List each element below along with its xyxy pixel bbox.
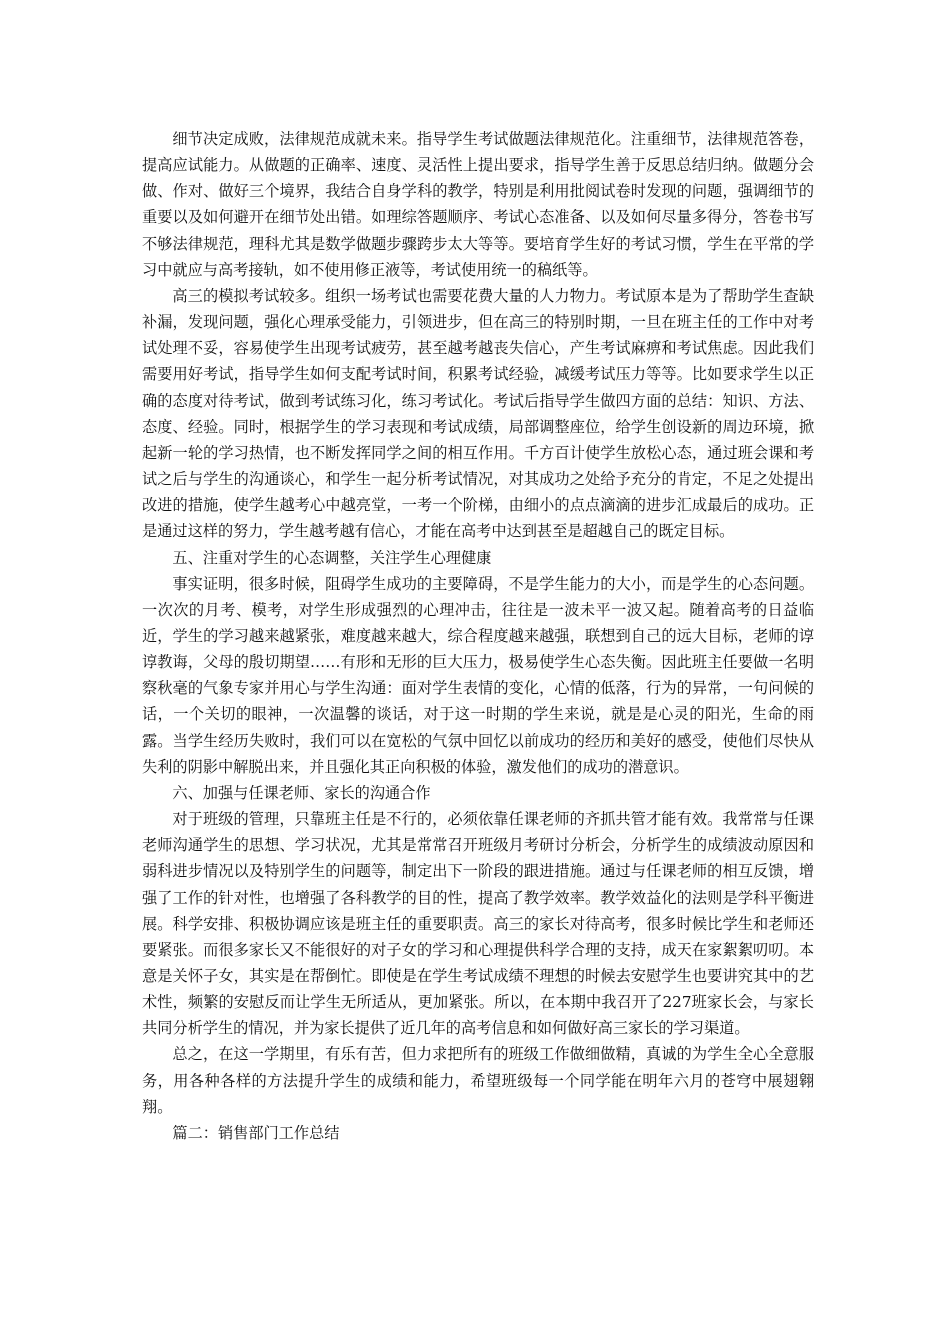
section-heading-mindset: 五、注重对学生的心态调整，关注学生心理健康 bbox=[172, 548, 492, 567]
paragraph-mindset: 事实证明，很多时候，阻碍学生成功的主要障碍，不是学生能力的大小，而是学生的心态问题。一次次的月考、模考，对学生形成强烈的心理冲击，往往是一波未平一波又起。随着高考的日益临近，学生的学习越来越紧张，难度越来越大，综合程度越来越强，联想到自己的远大目标，老师的谆谆教诲，父母的殷切期望……有形和无形的巨大压力，极易使学生心态失衡。因此班主任要做一名明察秋毫的气象专家并用心与学生沟通：面对学生表情的变化，心情的低落，行为的异常，一句问候的话，一个关切的眼神，一次温馨的谈话，对于这一时期的学生来说，就是是心灵的阳光，生命的雨露。当学生经历失败时，我们可以在宽松的气氛中回忆以前成功的经历和美好的感受，使他们尽快从失利的阴影中解脱出来，并且强化其正向积极的体验，激发他们的成功的潜意识。 bbox=[142, 574, 814, 776]
paragraph-conclusion: 总之，在这一学期里，有乐有苦，但力求把所有的班级工作做细做精，真诚的为学生全心全意服务，用各种各样的方法提升学生的成绩和能力，希望班级每一个同学能在明年六月的苍穹中展翅翱翔。 bbox=[142, 1045, 814, 1116]
part-two-title: 篇二：销售部门工作总结 bbox=[172, 1123, 340, 1142]
section-heading-cooperation: 六、加强与任课老师、家长的沟通合作 bbox=[172, 783, 431, 802]
paragraph-details-exam-norms: 细节决定成败，法律规范成就未来。指导学生考试做题法律规范化。注重细节，法律规范答卷，提高应试能力。从做题的正确率、速度、灵活性上提出要求，指导学生善于反思总结归纳。做题分会做、作对、做好三个境界，我结合自身学科的教学，特别是利用批阅试卷时发现的问题，强调细节的重要以及如何避开在细节处出错。如理综答题顺序、考试心态准备、以及如何尽量多得分，答卷书写不够法律规范，理科尤其是数学做题步骤跨步太大等等。要培育学生好的考试习惯，学生在平常的学习中就应与高考接轨，如不使用修正液等，考试使用统一的稿纸等。 bbox=[142, 130, 814, 279]
paragraph-cooperation: 对于班级的管理，只靠班主任是不行的，必须依靠任课老师的齐抓共管才能有效。我常常与任课老师沟通学生的思想、学习状况，尤其是常常召开班级月考研讨分析会，分析学生的成绩波动原因和弱科进步情况以及特别学生的问题等，制定出下一阶段的跟进措施。通过与任课老师的相互反馈，增强了工作的针对性，也增强了各科教学的目的性，提高了教学效率。教学效益化的法则是学科平衡进展。科学安排、积极协调应该是班主任的重要职责。高三的家长对待高考，很多时候比学生和老师还要紧张。而很多家长又不能很好的对子女的学习和心理提供科学合理的支持，成天在家絮絮叨叨。本意是关怀子女，其实是在帮倒忙。即使是在学生考试成绩不理想的时候去安慰学生也要讲究其中的艺术性，频繁的安慰反而让学生无所适从，更加紧张。所以，在本期中我召开了227班家长会，与家长共同分析学生的情况，并为家长提供了近几年的高考信息和如何做好高三家长的学习渠道。 bbox=[142, 810, 814, 1038]
document-page bbox=[142, 126, 814, 1146]
paragraph-mock-exams: 高三的模拟考试较多。组织一场考试也需要花费大量的人力物力。考试原本是为了帮助学生查缺补漏，发现问题，强化心理承受能力，引领进步，但在高三的特别时期，一旦在班主任的工作中对考试处理不妥，容易使学生出现考试疲劳，甚至越考越丧失信心，产生考试麻痹和考试焦虑。因此我们需要用好考试，指导学生如何支配考试时间，积累考试经验，减缓考试压力等等。比如要求学生以正确的态度对待考试，做到考试练习化，练习考试化。考试后指导学生做四方面的总结：知识、方法、态度、经验。同时，根据学生的学习表现和考试成绩，局部调整座位，给学生创设新的周边环境，掀起新一轮的学习热情，也不断发挥同学之间的相互作用。千方百计使学生放松心态，通过班会课和考试之后与学生的沟通谈心，和学生一起分析考试情况，对其成功之处给予充分的肯定，不足之处提出改进的措施，使学生越考心中越亮堂，一考一个阶梯，由细小的点点滴滴的进步汇成最后的成功。正是通过这样的努力，学生越考越有信心，才能在高考中达到甚至是超越自己的既定目标。 bbox=[142, 286, 814, 541]
